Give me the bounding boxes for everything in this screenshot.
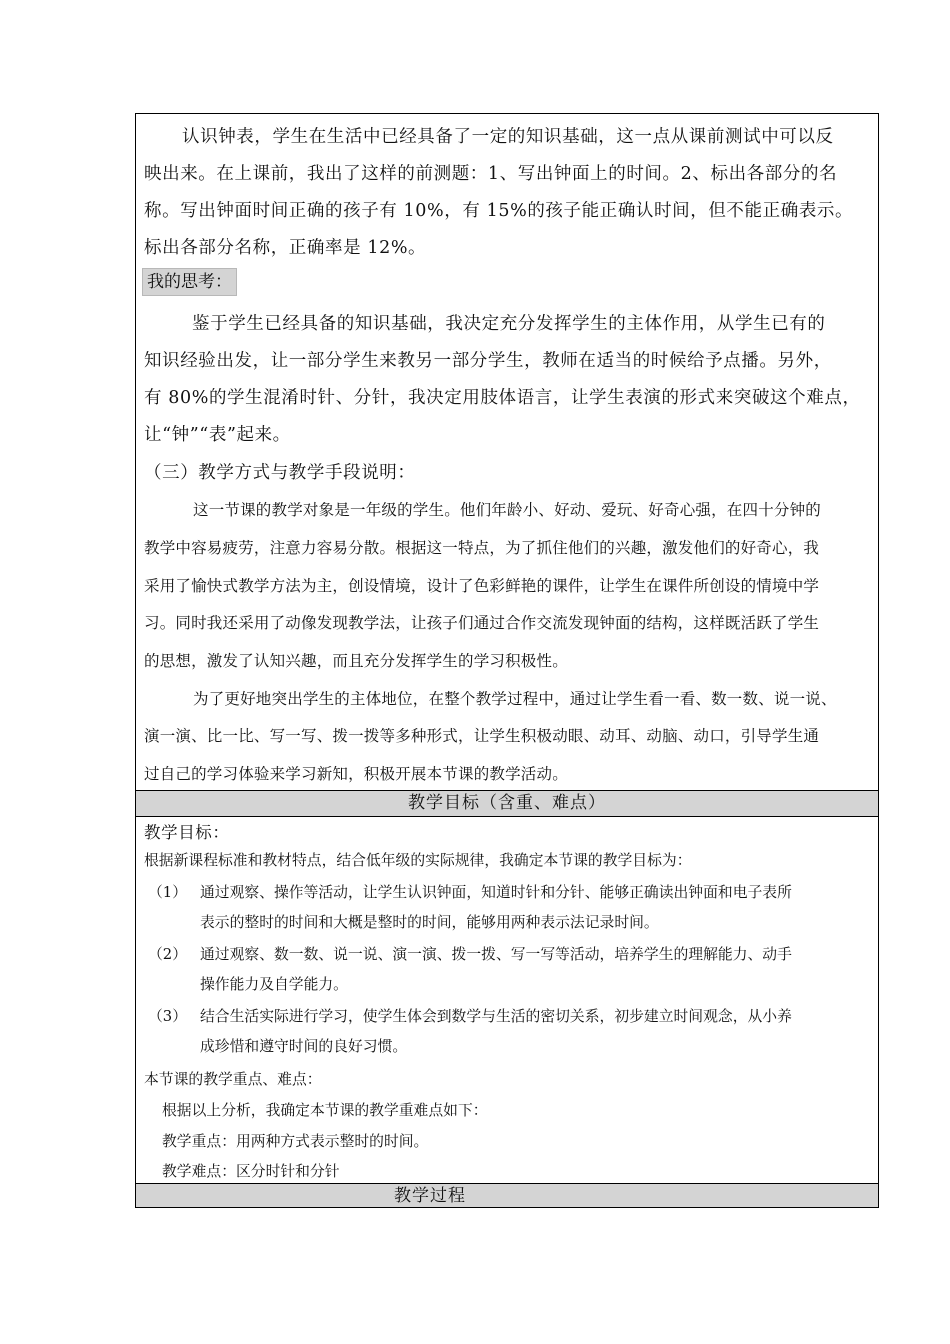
method-para1-line: 采用了愉快式教学方法为主，创设情境，设计了色彩鲜艳的课件，让学生在课件所创设的情境中学 <box>144 577 820 595</box>
thinking-line: 让“钟”“表”起来。 <box>144 425 291 445</box>
method-para2-line: 过自己的学习体验来学习新知，积极开展本节课的教学活动。 <box>144 765 568 783</box>
key-intro: 根据以上分析，我确定本节课的教学重难点如下： <box>162 1102 488 1119</box>
goals-cell <box>136 816 878 1183</box>
key-point: 教学重点：用两种方式表示整时的时间。 <box>162 1133 429 1150</box>
goal-text: 通过观察、数一数、说一说、演一演、拨一拨、写一写等活动，培养学生的理解能力、动手 <box>200 946 792 963</box>
goal-text: 成珍惜和遵守时间的良好习惯。 <box>200 1038 408 1055</box>
goal-number: （3） <box>148 1008 188 1025</box>
goal-text: 操作能力及自学能力。 <box>200 976 348 993</box>
goal-text: 表示的整时的时间和大概是整时的时间，能够用两种表示法记录时间。 <box>200 914 659 931</box>
intro-line: 认识钟表，学生在生活中已经具备了一定的知识基础，这一点从课前测试中可以反 <box>182 127 834 147</box>
process-header-text: 教学过程 <box>394 1186 466 1206</box>
goals-title: 教学目标： <box>144 823 230 842</box>
method-para2-line: 为了更好地突出学生的主体地位，在整个教学过程中，通过让学生看一看、数一数、说一说、 <box>193 690 837 708</box>
goal-number: （2） <box>148 946 188 963</box>
thinking-line: 知识经验出发，让一部分学生来教另一部分学生，教师在适当的时候给予点播。另外， <box>144 351 832 371</box>
method-para1-line: 的思想，激发了认知兴趣，而且充分发挥学生的学习积极性。 <box>144 652 568 670</box>
intro-line: 映出来。在上课前，我出了这样的前测题：1、写出钟面上的时间。2、标出各部分的名 <box>144 164 838 184</box>
thinking-line: 有 80%的学生混淆时针、分针，我决定用肢体语言，让学生表演的形式来突破这个难点， <box>144 388 861 408</box>
process-header <box>136 1183 878 1207</box>
lesson-plan-table <box>135 113 879 1208</box>
goal-text: 结合生活实际进行学习，使学生体会到数学与生活的密切关系，初步建立时间观念，从小养 <box>200 1008 792 1025</box>
intro-line: 称。写出钟面时间正确的孩子有 10%，有 15%的孩子能正确认时间，但不能正确表示。 <box>144 201 854 221</box>
method-para1-line: 习。同时我还采用了动像发现教学法，让孩子们通过合作交流发现钟面的结构，这样既活跃了学生 <box>144 614 820 632</box>
method-para2-line: 演一演、比一比、写一写、拨一拨等多种形式，让学生积极动眼、动耳、动脑、动口，引导学生通 <box>144 727 820 745</box>
key-title: 本节课的教学重点、难点： <box>144 1071 322 1088</box>
difficult-point: 教学难点：区分时针和分针 <box>162 1163 340 1180</box>
analysis-cell <box>136 114 878 790</box>
goal-number: （1） <box>148 884 188 901</box>
method-para1-line: 教学中容易疲劳，注意力容易分散。根据这一特点，为了抓住他们的兴趣，激发他们的好奇心，我 <box>144 539 820 557</box>
goal-text: 通过观察、操作等活动，让学生认识钟面，知道时针和分针、能够正确读出钟面和电子表所 <box>200 884 792 901</box>
goals-intro: 根据新课程标准和教材特点，结合低年级的实际规律，我确定本节课的教学目标为： <box>144 852 692 869</box>
intro-line: 标出各部分名称，正确率是 12%。 <box>144 238 427 258</box>
method-para1-line: 这一节课的教学对象是一年级的学生。他们年龄小、好动、爱玩、好奇心强，在四十分钟的 <box>193 501 822 519</box>
thinking-label: 我的思考： <box>142 268 237 296</box>
thinking-line: 鉴于学生已经具备的知识基础，我决定充分发挥学生的主体作用，从学生已有的 <box>192 314 826 334</box>
goals-header-text: 教学目标（含重、难点） <box>408 793 606 813</box>
method-heading: （三）教学方式与教学手段说明： <box>144 463 416 483</box>
goals-header <box>136 790 878 816</box>
